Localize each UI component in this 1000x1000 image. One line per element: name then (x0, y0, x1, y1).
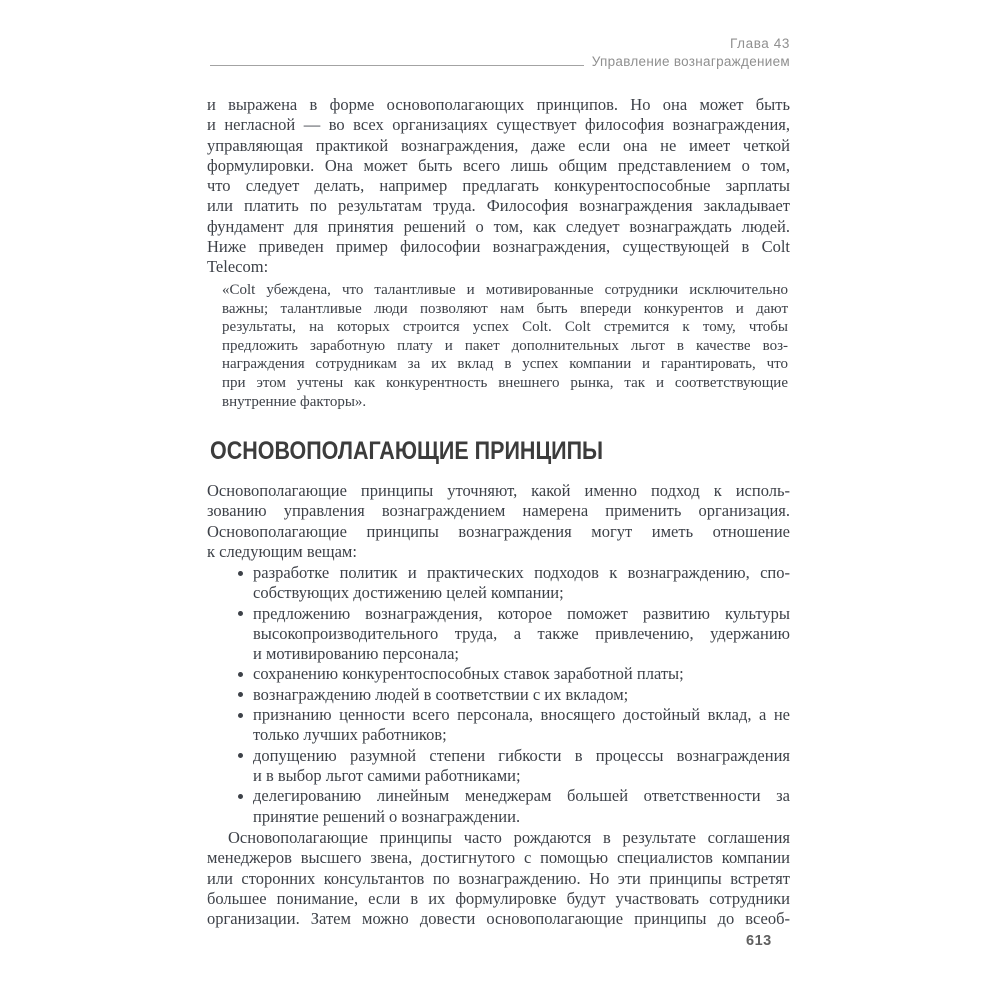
text-line: организации. Затем можно довести основополагающие принципы до всеоб- (207, 909, 790, 929)
text-line: только лучших работников; (253, 725, 447, 745)
bullet-text (253, 604, 790, 665)
list-item (207, 664, 790, 684)
text-line: Основополагающие принципы часто рождаются в результате соглашения (228, 828, 790, 847)
text-line: Telecom: (207, 257, 269, 277)
text-line: при этом учтены как конкурентность внешнего рынка, так и соответствующие (222, 374, 788, 391)
text-line: допущению разумной степени гибкости в процессы вознаграждения (253, 745, 790, 765)
bullet-icon (238, 571, 243, 576)
bullet-icon (238, 713, 243, 718)
text-line: разработке политик и практических подходов к вознаграждению, спо- (253, 563, 790, 582)
text-line: формулировки. Она может быть всего лишь общим представлением о том, (207, 155, 790, 175)
bullet-icon (238, 611, 243, 616)
text-line: вознаграждению людей в соответствии с их вкладом; (253, 684, 629, 704)
text-line: фундамент для принятия решений о том, как следует вознаграждать людей. (207, 216, 790, 236)
list-item (207, 604, 790, 665)
text-line: Основополагающие принципы вознаграждения могут иметь отношение (207, 521, 790, 541)
text-line: сохранению конкурентоспособных ставок заработной платы; (253, 664, 684, 684)
text-line: и мотивированию персонала; (253, 644, 460, 664)
paragraph-philosophy (207, 95, 790, 278)
header-rule (210, 65, 584, 66)
list-item (207, 563, 790, 604)
list-item (207, 685, 790, 705)
bullet-text (253, 786, 790, 827)
text-line: признанию ценности всего персонала, вносящего достойный вклад, а не (253, 705, 790, 725)
section-title-label: Управление вознаграждением (591, 54, 790, 69)
section-heading: ОСНОВОПОЛАГАЮЩИЕ ПРИНЦИПЫ (210, 437, 604, 465)
chapter-label: Глава 43 (729, 36, 790, 51)
text-line: награждения сотрудникам за их вклад в успех компании и гарантировать, что (222, 356, 788, 373)
text-line: принятие решений о вознаграждении. (253, 806, 521, 826)
list-item (207, 746, 790, 787)
paragraph-principles-origin (207, 828, 790, 929)
bullet-icon (238, 794, 243, 799)
list-item (207, 786, 790, 827)
bullet-icon (238, 672, 243, 677)
text-line: «Colt убеждена, что талантливые и мотивированные сотрудники исключительно (222, 282, 788, 298)
paragraph-guiding-principles-intro (207, 481, 790, 562)
text-line: менеджеров высшего звена, достигнутого с помощью специалистов компании (207, 848, 790, 868)
page-number: 613 (746, 933, 772, 949)
bullet-icon (238, 753, 243, 758)
text-line: предложению вознаграждения, которое поможет развитию культуры (253, 603, 790, 623)
text-line: результаты, на которых строится успех Colt. Colt стремится к тому, чтобы (222, 319, 788, 336)
text-line: собствующих достижению целей компании; (253, 583, 564, 603)
list-item (207, 705, 790, 746)
text-line: управляющая практикой вознаграждения, даже если она не имеет четкой (207, 135, 790, 155)
text-line: большее понимание, если в их формулировке будут участвовать сотрудники (207, 888, 790, 908)
bullet-text (253, 664, 790, 684)
bullet-text (253, 563, 790, 604)
bullet-icon (238, 692, 243, 697)
bullet-text (253, 705, 790, 746)
bullet-text (253, 685, 790, 705)
text-line: и выражена в форме основополагающих принципов. Но она может быть (207, 95, 790, 114)
colt-telecom-quote (222, 281, 788, 411)
text-line: Основополагающие принципы уточняют, какой именно подход к исполь- (207, 481, 790, 500)
text-line: Ниже приведен пример философии вознаграждения, существующей в Colt (207, 237, 790, 257)
principles-bullet-list (207, 563, 790, 827)
text-line: важны; талантливые люди позволяют нам быть впереди конкурентов и дают (222, 300, 788, 317)
text-line: внутренние факторы». (222, 393, 367, 410)
text-line: или сторонних консультантов по вознаграждению. Но эти принципы встретят (207, 868, 790, 888)
text-line: высокопроизводительного труда, а также привлечению, удержанию (253, 623, 790, 643)
running-head-title-row (210, 54, 790, 69)
text-line: и негласной — во всех организациях существует философия вознаграждения, (207, 115, 790, 135)
text-line: зованию управления вознаграждением намерена применить организация. (207, 501, 790, 521)
text-line: что следует делать, например предлагать конкурентоспособные зарплаты (207, 176, 790, 196)
running-head (210, 36, 790, 69)
text-line: делегированию линейным менеджерам большей ответственности за (253, 786, 790, 806)
bullet-text (253, 746, 790, 787)
text-line: или платить по результатам труда. Философия вознаграждения закладывает (207, 196, 790, 216)
text-line: и в выбор льгот самими работниками; (253, 765, 521, 785)
text-line: предложить заработную плату и пакет дополнительных льгот в качестве воз- (222, 337, 788, 354)
text-line: к следующим вещам: (207, 541, 357, 561)
